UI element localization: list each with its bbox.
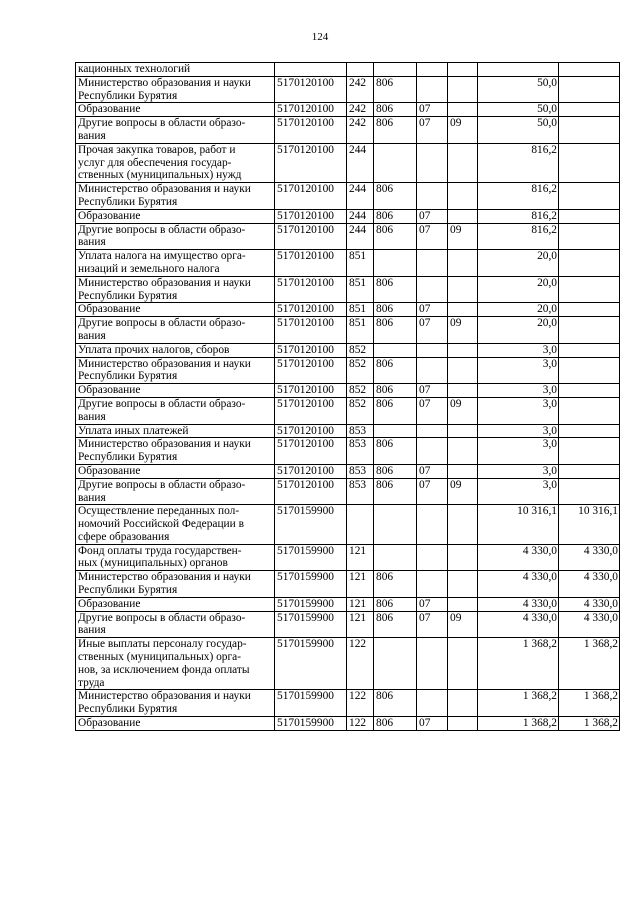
row-amount-total: 20,0 [478, 276, 559, 303]
row-amount-total: 1 368,2 [478, 717, 559, 731]
row-expense-type: 853 [347, 478, 374, 505]
row-ministry-code [374, 505, 417, 544]
row-name: Уплата иных платежей [76, 424, 275, 438]
row-target-code: 5170120100 [275, 343, 347, 357]
table-row [76, 303, 620, 317]
row-expense-type [347, 63, 374, 77]
row-amount-federal [559, 478, 620, 505]
table-row [76, 505, 620, 544]
row-name: Образование [76, 464, 275, 478]
row-amount-federal [559, 384, 620, 398]
row-expense-type: 851 [347, 250, 374, 277]
row-target-code: 5170120100 [275, 303, 347, 317]
table-row [76, 183, 620, 210]
row-amount-federal [559, 303, 620, 317]
row-name: Иные выплаты персоналу государ- ственных (муниципальных) орга- нов, за исключением фонда оплаты труда [76, 638, 275, 690]
row-name: Образование [76, 597, 275, 611]
row-expense-type: 244 [347, 223, 374, 250]
row-amount-total: 4 330,0 [478, 571, 559, 598]
row-section [417, 438, 448, 465]
row-subsection [448, 209, 478, 223]
row-ministry-code: 806 [374, 397, 417, 424]
row-ministry-code: 806 [374, 571, 417, 598]
row-amount-total: 20,0 [478, 303, 559, 317]
row-subsection [448, 464, 478, 478]
row-ministry-code: 806 [374, 464, 417, 478]
row-target-code: 5170120100 [275, 209, 347, 223]
table-row [76, 397, 620, 424]
row-amount-total: 4 330,0 [478, 611, 559, 638]
row-subsection: 09 [448, 117, 478, 144]
row-ministry-code [374, 143, 417, 182]
row-subsection [448, 303, 478, 317]
row-section: 07 [417, 117, 448, 144]
row-amount-federal: 1 368,2 [559, 638, 620, 690]
row-section: 07 [417, 209, 448, 223]
row-name: Министерство образования и науки Республики Бурятия [76, 183, 275, 210]
row-expense-type: 242 [347, 103, 374, 117]
row-subsection [448, 438, 478, 465]
row-section: 07 [417, 317, 448, 344]
table-row [76, 544, 620, 571]
row-subsection: 09 [448, 397, 478, 424]
row-subsection [448, 343, 478, 357]
row-amount-federal [559, 76, 620, 103]
row-target-code: 5170159900 [275, 717, 347, 731]
row-amount-total [478, 63, 559, 77]
row-section [417, 571, 448, 598]
row-target-code: 5170120100 [275, 384, 347, 398]
row-target-code: 5170120100 [275, 357, 347, 384]
row-expense-type: 242 [347, 117, 374, 144]
row-name: Министерство образования и науки Республики Бурятия [76, 438, 275, 465]
table-row [76, 424, 620, 438]
row-expense-type: 244 [347, 209, 374, 223]
row-ministry-code: 806 [374, 317, 417, 344]
row-section: 07 [417, 478, 448, 505]
row-ministry-code: 806 [374, 597, 417, 611]
row-amount-total: 50,0 [478, 103, 559, 117]
row-subsection: 09 [448, 223, 478, 250]
row-ministry-code: 806 [374, 690, 417, 717]
row-section [417, 424, 448, 438]
row-amount-total: 1 368,2 [478, 690, 559, 717]
row-expense-type: 851 [347, 317, 374, 344]
row-target-code: 5170120100 [275, 117, 347, 144]
row-subsection [448, 424, 478, 438]
row-subsection [448, 143, 478, 182]
row-section: 07 [417, 303, 448, 317]
row-section [417, 638, 448, 690]
row-name: Министерство образования и науки Республики Бурятия [76, 571, 275, 598]
row-amount-federal [559, 63, 620, 77]
row-target-code: 5170120100 [275, 397, 347, 424]
row-amount-federal: 4 330,0 [559, 611, 620, 638]
row-name: Образование [76, 209, 275, 223]
row-target-code [275, 63, 347, 77]
row-amount-federal [559, 438, 620, 465]
row-ministry-code: 806 [374, 438, 417, 465]
table-row [76, 117, 620, 144]
row-section: 07 [417, 103, 448, 117]
table-row [76, 103, 620, 117]
row-section [417, 343, 448, 357]
row-amount-total: 20,0 [478, 250, 559, 277]
row-section [417, 250, 448, 277]
row-name: Образование [76, 384, 275, 398]
row-expense-type: 852 [347, 343, 374, 357]
table-row [76, 209, 620, 223]
row-section [417, 357, 448, 384]
row-subsection [448, 276, 478, 303]
row-subsection [448, 76, 478, 103]
row-target-code: 5170120100 [275, 317, 347, 344]
row-target-code: 5170120100 [275, 76, 347, 103]
row-expense-type: 122 [347, 690, 374, 717]
row-ministry-code: 806 [374, 209, 417, 223]
row-section: 07 [417, 717, 448, 731]
row-expense-type: 851 [347, 303, 374, 317]
row-section: 07 [417, 384, 448, 398]
row-subsection [448, 638, 478, 690]
row-ministry-code [374, 424, 417, 438]
table-row [76, 438, 620, 465]
row-ministry-code: 806 [374, 357, 417, 384]
row-expense-type: 852 [347, 357, 374, 384]
row-name: Другие вопросы в области образо- вания [76, 397, 275, 424]
row-expense-type: 121 [347, 597, 374, 611]
row-expense-type [347, 505, 374, 544]
row-amount-total: 3,0 [478, 357, 559, 384]
row-name: Осуществление переданных пол- номочий Российской Федерации в сфере образования [76, 505, 275, 544]
row-target-code: 5170120100 [275, 276, 347, 303]
row-expense-type: 242 [347, 76, 374, 103]
row-amount-total: 10 316,1 [478, 505, 559, 544]
table-body [76, 63, 620, 731]
row-subsection: 09 [448, 478, 478, 505]
row-amount-total: 50,0 [478, 76, 559, 103]
table-row [76, 357, 620, 384]
row-amount-federal: 4 330,0 [559, 571, 620, 598]
table-row [76, 143, 620, 182]
table-row [76, 223, 620, 250]
table-row [76, 276, 620, 303]
row-amount-total: 3,0 [478, 397, 559, 424]
row-section [417, 690, 448, 717]
table-row [76, 571, 620, 598]
row-target-code: 5170120100 [275, 183, 347, 210]
row-section [417, 63, 448, 77]
row-expense-type: 851 [347, 276, 374, 303]
row-amount-total: 3,0 [478, 464, 559, 478]
row-amount-federal: 4 330,0 [559, 544, 620, 571]
row-amount-total: 816,2 [478, 223, 559, 250]
row-name: Прочая закупка товаров, работ и услуг для обеспечения государ- ственных (муниципальных) нужд [76, 143, 275, 182]
row-ministry-code [374, 638, 417, 690]
row-subsection [448, 250, 478, 277]
row-expense-type: 852 [347, 384, 374, 398]
row-ministry-code [374, 63, 417, 77]
table-row [76, 638, 620, 690]
row-amount-total: 3,0 [478, 384, 559, 398]
row-target-code: 5170120100 [275, 223, 347, 250]
row-amount-federal [559, 424, 620, 438]
row-amount-total: 3,0 [478, 438, 559, 465]
row-name: Другие вопросы в области образо- вания [76, 478, 275, 505]
row-amount-total: 50,0 [478, 117, 559, 144]
row-subsection [448, 717, 478, 731]
row-ministry-code: 806 [374, 117, 417, 144]
row-name: Образование [76, 103, 275, 117]
row-target-code: 5170159900 [275, 597, 347, 611]
row-ministry-code: 806 [374, 76, 417, 103]
row-name: Образование [76, 303, 275, 317]
row-section: 07 [417, 397, 448, 424]
table-row [76, 343, 620, 357]
row-section [417, 505, 448, 544]
row-section: 07 [417, 611, 448, 638]
row-amount-federal [559, 397, 620, 424]
table-row [76, 478, 620, 505]
row-name: Министерство образования и науки Республики Бурятия [76, 76, 275, 103]
row-subsection [448, 183, 478, 210]
row-target-code: 5170159900 [275, 544, 347, 571]
row-ministry-code: 806 [374, 478, 417, 505]
row-amount-total: 816,2 [478, 143, 559, 182]
row-amount-federal [559, 143, 620, 182]
row-target-code: 5170120100 [275, 103, 347, 117]
row-amount-total: 20,0 [478, 317, 559, 344]
row-expense-type: 853 [347, 464, 374, 478]
row-name: Другие вопросы в области образо- вания [76, 223, 275, 250]
row-subsection [448, 505, 478, 544]
row-amount-total: 1 368,2 [478, 638, 559, 690]
table-row [76, 464, 620, 478]
row-name: Министерство образования и науки Республики Бурятия [76, 276, 275, 303]
row-subsection [448, 597, 478, 611]
table-row [76, 384, 620, 398]
row-target-code: 5170159900 [275, 571, 347, 598]
row-name: Уплата налога на имущество орга- низаций и земельного налога [76, 250, 275, 277]
row-expense-type: 853 [347, 424, 374, 438]
row-ministry-code [374, 250, 417, 277]
row-name: кационных технологий [76, 63, 275, 77]
row-name: Уплата прочих налогов, сборов [76, 343, 275, 357]
table-row [76, 690, 620, 717]
row-amount-total: 816,2 [478, 183, 559, 210]
row-expense-type: 122 [347, 638, 374, 690]
row-amount-federal [559, 117, 620, 144]
row-expense-type: 852 [347, 397, 374, 424]
row-expense-type: 853 [347, 438, 374, 465]
row-expense-type: 122 [347, 717, 374, 731]
row-ministry-code: 806 [374, 183, 417, 210]
row-ministry-code: 806 [374, 717, 417, 731]
row-subsection [448, 63, 478, 77]
row-amount-total: 816,2 [478, 209, 559, 223]
row-name: Министерство образования и науки Республики Бурятия [76, 357, 275, 384]
row-subsection [448, 384, 478, 398]
row-section: 07 [417, 464, 448, 478]
row-amount-federal [559, 250, 620, 277]
row-amount-federal: 1 368,2 [559, 690, 620, 717]
row-amount-federal [559, 357, 620, 384]
row-section: 07 [417, 597, 448, 611]
row-target-code: 5170120100 [275, 478, 347, 505]
row-subsection [448, 544, 478, 571]
table-row [76, 63, 620, 77]
table-row [76, 76, 620, 103]
row-amount-total: 3,0 [478, 478, 559, 505]
table-row [76, 611, 620, 638]
row-subsection: 09 [448, 611, 478, 638]
row-target-code: 5170120100 [275, 464, 347, 478]
row-name: Другие вопросы в области образо- вания [76, 317, 275, 344]
row-amount-federal [559, 183, 620, 210]
row-ministry-code: 806 [374, 611, 417, 638]
row-expense-type: 121 [347, 571, 374, 598]
row-target-code: 5170120100 [275, 424, 347, 438]
row-amount-federal [559, 103, 620, 117]
row-subsection: 09 [448, 317, 478, 344]
row-name: Образование [76, 717, 275, 731]
row-ministry-code: 806 [374, 276, 417, 303]
row-target-code: 5170159900 [275, 690, 347, 717]
row-name: Министерство образования и науки Республики Бурятия [76, 690, 275, 717]
row-subsection [448, 103, 478, 117]
row-amount-total: 3,0 [478, 343, 559, 357]
row-section [417, 183, 448, 210]
row-section [417, 143, 448, 182]
row-amount-federal [559, 343, 620, 357]
row-ministry-code [374, 343, 417, 357]
row-amount-federal: 10 316,1 [559, 505, 620, 544]
row-ministry-code: 806 [374, 223, 417, 250]
row-section [417, 276, 448, 303]
row-amount-total: 4 330,0 [478, 597, 559, 611]
row-amount-federal: 1 368,2 [559, 717, 620, 731]
row-amount-federal [559, 276, 620, 303]
row-section [417, 76, 448, 103]
row-target-code: 5170120100 [275, 143, 347, 182]
row-amount-federal [559, 209, 620, 223]
row-target-code: 5170159900 [275, 638, 347, 690]
row-target-code: 5170120100 [275, 438, 347, 465]
row-section [417, 544, 448, 571]
table-row [76, 597, 620, 611]
row-ministry-code [374, 544, 417, 571]
row-expense-type: 244 [347, 143, 374, 182]
table-row [76, 250, 620, 277]
row-amount-federal [559, 464, 620, 478]
row-target-code: 5170159900 [275, 505, 347, 544]
row-amount-federal [559, 223, 620, 250]
row-name: Другие вопросы в области образо- вания [76, 611, 275, 638]
row-ministry-code: 806 [374, 384, 417, 398]
row-amount-federal: 4 330,0 [559, 597, 620, 611]
row-amount-federal [559, 317, 620, 344]
row-subsection [448, 690, 478, 717]
row-section: 07 [417, 223, 448, 250]
row-amount-total: 4 330,0 [478, 544, 559, 571]
row-target-code: 5170120100 [275, 250, 347, 277]
row-amount-total: 3,0 [478, 424, 559, 438]
row-expense-type: 121 [347, 544, 374, 571]
row-expense-type: 121 [347, 611, 374, 638]
row-name: Фонд оплаты труда государствен- ных (муниципальных) органов [76, 544, 275, 571]
row-target-code: 5170159900 [275, 611, 347, 638]
row-ministry-code: 806 [374, 303, 417, 317]
row-expense-type: 244 [347, 183, 374, 210]
budget-table [75, 62, 620, 731]
row-ministry-code: 806 [374, 103, 417, 117]
page-number: 124 [311, 31, 329, 43]
row-name: Другие вопросы в области образо- вания [76, 117, 275, 144]
table-row [76, 317, 620, 344]
table-row [76, 717, 620, 731]
row-subsection [448, 571, 478, 598]
row-subsection [448, 357, 478, 384]
